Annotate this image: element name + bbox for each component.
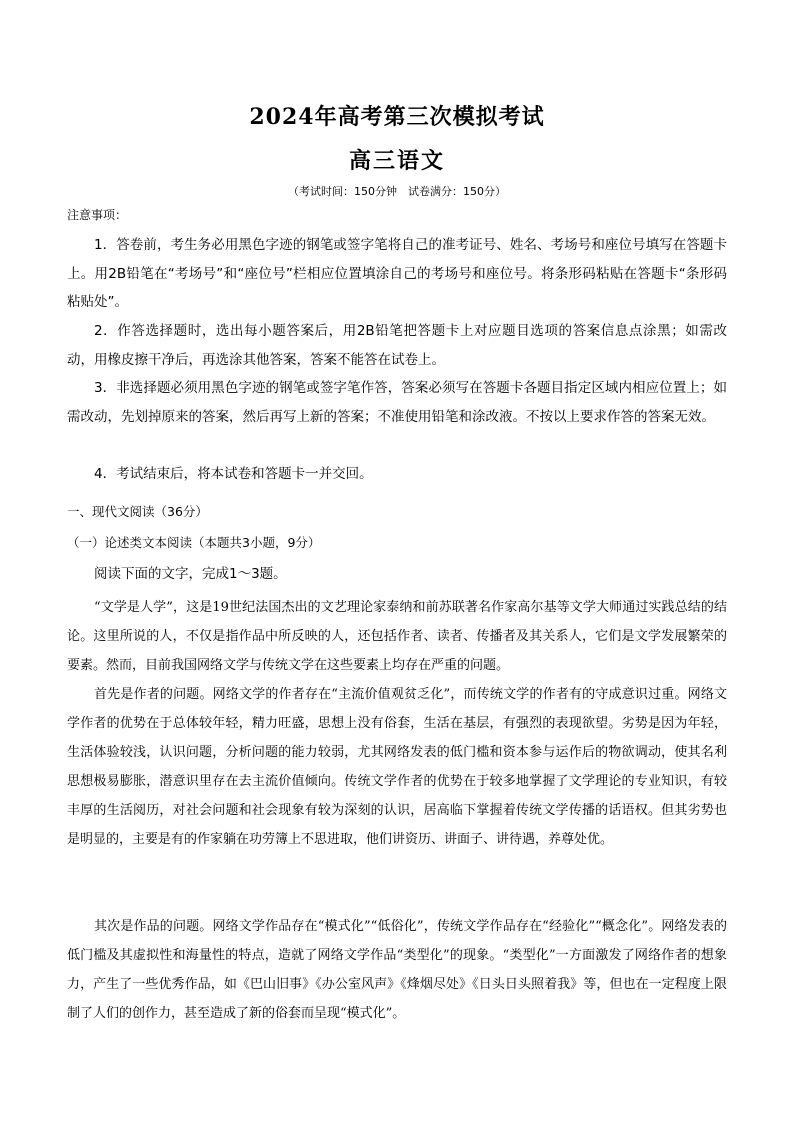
passage-paragraph: “文学是人学”，这是19世纪法国杰出的文艺理论家泰纳和前苏联著名作家高尔基等文学大师通过实践总结的结论。这里所说的人，不仅是指作品中所反映的人，还包括作者、读者、传播者及其关系人，它们是文学发展繁荣的要素。然而，目前我国网络文学与传统文学在这些要素上均存在严重的问题。: [67, 600, 727, 673]
note-item: 2．作答选择题时，选出每小题答案后，用2B铅笔把答题卡上对应题目选项的答案信息点涂黑；如需改动，用橡皮擦干净后，再选涂其他答案，答案不能答在试卷上。: [67, 323, 727, 368]
exam-title: 2024年高考第三次模拟考试: [249, 104, 545, 130]
notes-heading: 注意事项：: [67, 208, 128, 222]
passage-paragraph: 其次是作品的问题。网络文学作品存在“模式化”“低俗化”，传统文学作品存在“经验化”“概念化”。网络发表的低门槛及其虚拟性和海量性的特点，造就了网络文学作品“类型化”的现象。“类型化”一方面激发了网络作者的想象力，产生了一些优秀作品，如《巴山旧事》《办公室风声》《烽烟尽处》《日头日头照着我》等，但也在一定程度上限制了人们的创作力，甚至造成了新的俗套而呈现“模式化”。: [67, 919, 727, 1021]
note-item: 4．考试结束后，将本试卷和答题卡一并交回。: [94, 466, 373, 482]
subsection-heading: （一）论述类文本阅读（本题共3小题，9分）: [67, 535, 321, 550]
note-item: 3．非选择题必须用黑色字迹的钢笔或签字笔作答，答案必须写在答题卡各题目指定区域内相应位置上；如需改动，先划掉原来的答案，然后再写上新的答案；不准使用铅笔和涂改液。不按以上要求作答的答案无效。: [67, 380, 727, 425]
exam-time-info: （考试时间：150分钟 试卷满分：150分）: [288, 185, 506, 198]
exam-subject: 高三语文: [348, 148, 445, 174]
passage-paragraph: 首先是作者的问题。网络文学的作者存在“主流价值观贫乏化”，而传统文学的作者有的守成意识过重。网络文学作者的优势在于总体较年轻，精力旺盛，思想上没有俗套，生活在基层，有强烈的表现欲望。劣势是因为年轻，生活体验较浅，认识问题，分析问题的能力较弱，尤其网络发表的低门槛和资本参与运作后的物欲调动，使其名利思想极易膨胀，潜意识里存在去主流价值倾向。传统文学作者的优势在于较多地掌握了文学理论的专业知识，有较丰厚的生活阅历，对社会问题和社会现象有较为深刻的认识，居高临下掌握着传统文学传播的话语权。但其劣势也是明显的，主要是有的作家躺在功劳簿上不思进取，他们讲资历、讲面子、讲待遇，养尊处优。: [67, 687, 727, 847]
section-heading: 一、现代文阅读（36分）: [67, 504, 208, 519]
note-item: 1．答卷前，考生务必用黑色字迹的钢笔或签字笔将自己的准考证号、姓名、考场号和座位号填写在答题卡上。用2B铅笔在“考场号”和“座位号”栏相应位置填涂自己的考场号和座位号。将条形码粘贴在答题卡“条形码粘贴处”。: [67, 237, 727, 310]
reading-instruction: 阅读下面的文字，完成1～3题。: [94, 566, 287, 582]
